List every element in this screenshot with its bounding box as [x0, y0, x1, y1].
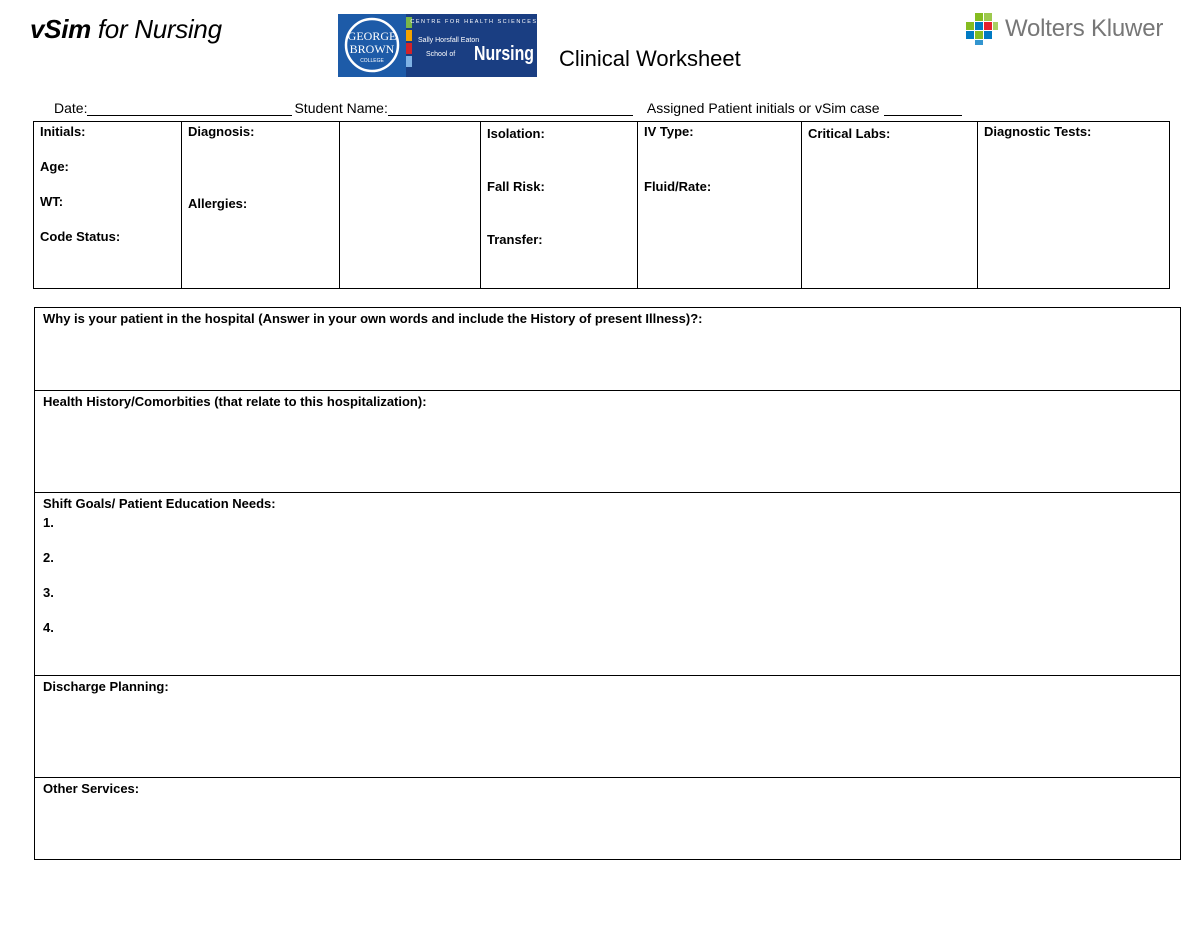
wolters-kluwer-text: Wolters Kluwer — [1005, 15, 1164, 42]
patient-summary-table — [33, 121, 1170, 289]
why-in-hospital-section[interactable] — [35, 308, 1180, 391]
why-in-hospital-label: Why is your patient in the hospital (Answer in your own words and include the History of present Illness)?: — [43, 311, 703, 326]
vsim-for-nursing-logo — [30, 14, 222, 45]
worksheet-info-line — [54, 100, 964, 116]
patient-demographics-cell[interactable] — [34, 122, 182, 289]
assigned-patient-blank[interactable] — [884, 101, 962, 116]
gbc-nursing-text: Nursing — [474, 43, 534, 65]
allergies-label: Allergies: — [188, 196, 248, 211]
assigned-patient-label: Assigned Patient initials or vSim case — [646, 100, 880, 116]
blank-notes-cell[interactable] — [340, 122, 481, 289]
wolters-kluwer-mark-icon — [965, 12, 999, 46]
vsim-logo-rest: for Nursing — [90, 14, 222, 44]
isolation-fall-transfer-cell[interactable] — [481, 122, 638, 289]
iv-type-label: IV Type: — [644, 124, 694, 139]
gbc-george-text: GEORGE — [347, 29, 397, 43]
george-brown-nursing-logo — [338, 14, 537, 77]
shift-goal-item-3: 3. — [43, 585, 54, 600]
discharge-planning-section[interactable] — [35, 676, 1180, 778]
gbc-centre-text: CENTRE FOR HEALTH SCIENCES — [410, 19, 538, 25]
shift-goal-item-1: 1. — [43, 515, 54, 530]
worksheet-sections — [34, 307, 1181, 860]
age-label: Age: — [40, 159, 69, 174]
shift-goals-label: Shift Goals/ Patient Education Needs: — [43, 496, 276, 511]
fluid-rate-label: Fluid/Rate: — [644, 179, 712, 194]
other-services-section[interactable] — [35, 778, 1180, 859]
iv-fluid-cell[interactable] — [638, 122, 802, 289]
discharge-planning-label: Discharge Planning: — [43, 679, 169, 694]
other-services-label: Other Services: — [43, 781, 140, 796]
student-name-blank[interactable] — [388, 101, 633, 116]
health-history-section[interactable] — [35, 391, 1180, 493]
critical-labs-cell[interactable] — [802, 122, 978, 289]
shift-goal-item-4: 4. — [43, 620, 54, 635]
gbc-college-text: COLLEGE — [360, 58, 384, 64]
code-status-label: Code Status: — [40, 229, 121, 244]
diagnosis-label: Diagnosis: — [188, 124, 255, 139]
wt-label: WT: — [40, 194, 64, 209]
health-history-label: Health History/Comorbities (that relate to this hospitalization): — [43, 394, 427, 409]
gbc-school-text: School of — [426, 51, 456, 58]
page-title: Clinical Worksheet — [559, 46, 741, 71]
wolters-kluwer-logo — [965, 12, 1170, 48]
initials-label: Initials: — [40, 124, 86, 139]
shift-goals-section[interactable] — [35, 493, 1180, 676]
transfer-label: Transfer: — [487, 232, 543, 247]
critical-labs-label: Critical Labs: — [808, 126, 891, 141]
worksheet-header — [0, 0, 1200, 90]
isolation-label: Isolation: — [487, 126, 545, 141]
diagnosis-allergies-cell[interactable] — [182, 122, 340, 289]
vsim-logo-bold: vSim — [30, 14, 91, 44]
shift-goal-item-2: 2. — [43, 550, 54, 565]
fall-risk-label: Fall Risk: — [487, 179, 545, 194]
diagnostic-tests-cell[interactable] — [978, 122, 1170, 289]
date-label: Date: — [54, 100, 88, 116]
gbc-brown-text: BROWN — [349, 42, 395, 56]
date-blank[interactable] — [87, 101, 292, 116]
student-name-label: Student Name: — [294, 100, 388, 116]
diagnostic-tests-label: Diagnostic Tests: — [984, 124, 1092, 139]
gbc-sally-text: Sally Horsfall Eaton — [418, 37, 480, 44]
